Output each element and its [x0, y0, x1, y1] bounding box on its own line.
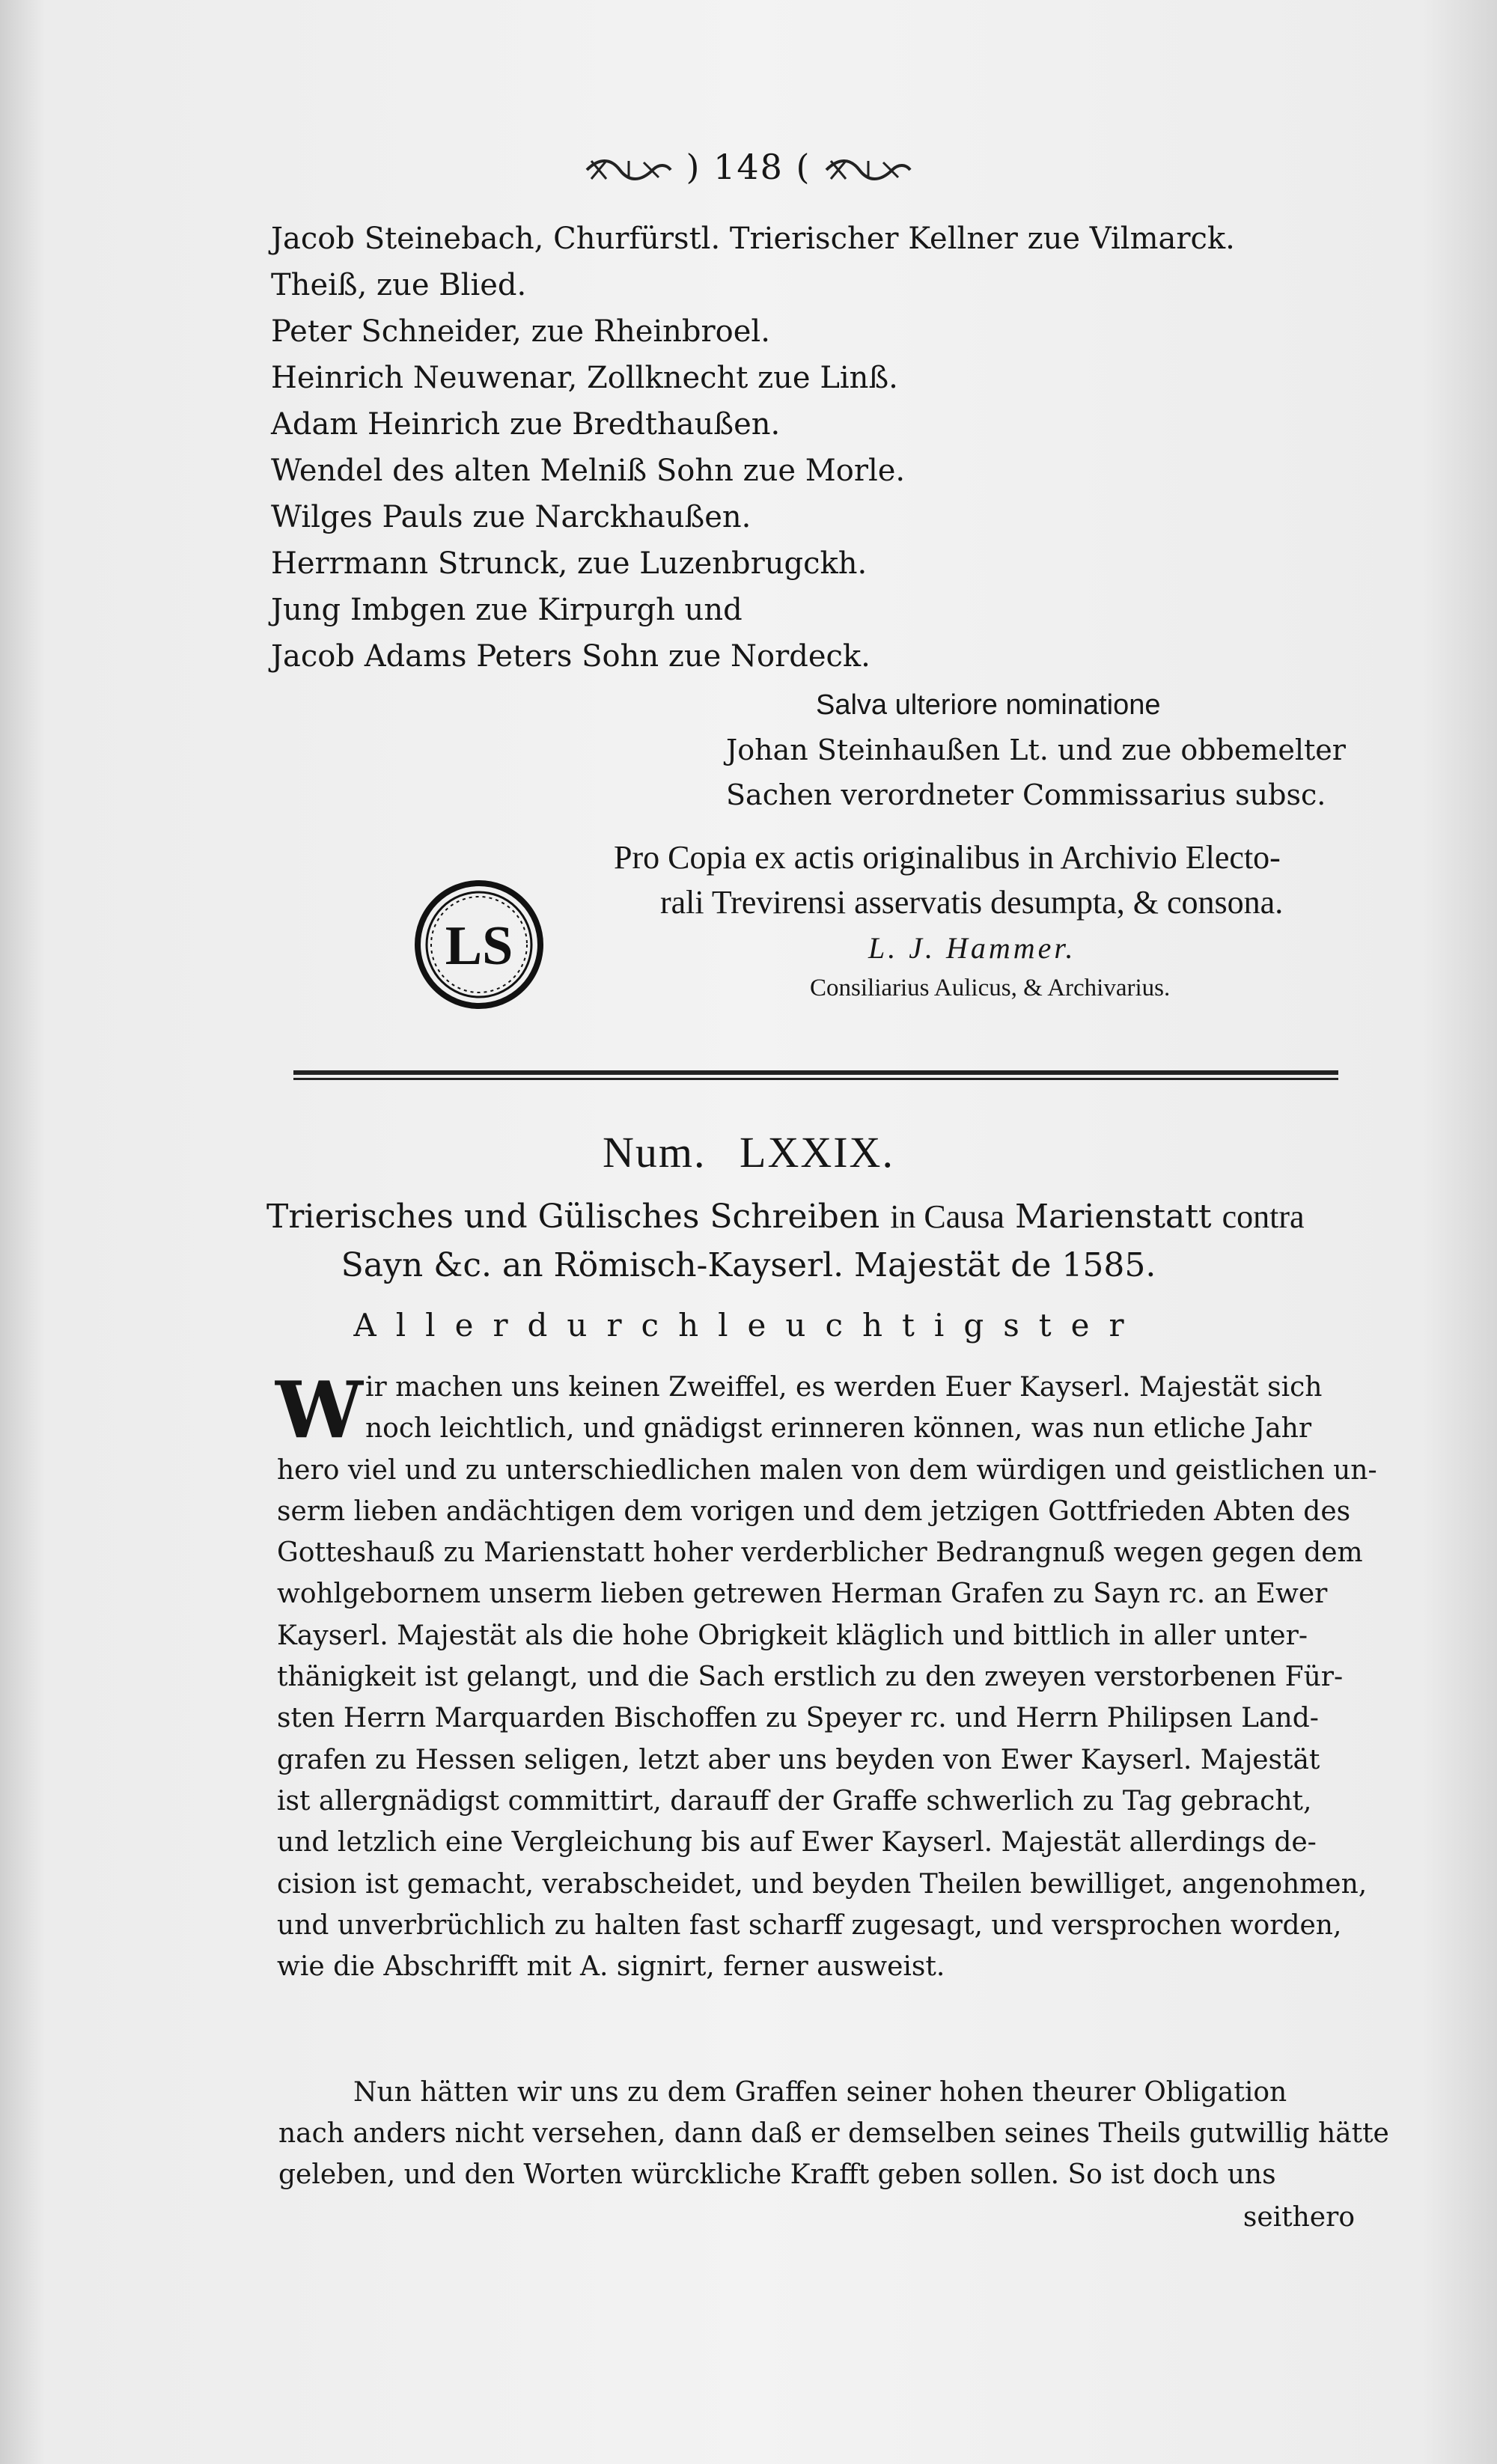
name-line: Peter Schneider, zue Rheinbroel. — [271, 314, 770, 349]
title-part: Sayn &c. — [341, 1246, 492, 1284]
name-line: Adam Heinrich zue Bredthaußen. — [271, 407, 781, 442]
catchword: seithero — [1243, 2202, 1355, 2233]
body-line: Gotteshauß zu Marienstatt hoher verderblicher Bedrangnuß wegen gegen dem — [277, 1537, 1363, 1569]
signature-block — [726, 683, 1400, 817]
salutation: Allerdurchleuchtigster — [353, 1307, 1144, 1344]
body-line: Kayserl. Majestät als die hohe Obrigkeit kläglich und bittlich in aller unter- — [277, 1620, 1308, 1651]
signature-line: Salva ulteriore nominatione — [816, 689, 1161, 721]
body-line: grafen zu Hessen seligen, letzt aber uns beyden von Ewer Kayserl. Majestät — [277, 1744, 1320, 1775]
body-line: cision ist gemacht, verabscheidet, und beyden Theilen bewilliget, angenohmen, — [277, 1868, 1368, 1900]
body-line: ir machen uns keinen Zweiffel, es werden Euer Kayserl. Majestät sich — [365, 1372, 1323, 1403]
num-roman: LXXIX. — [740, 1128, 894, 1177]
body-paragraph-2 — [278, 2072, 1401, 2195]
copy-line: Pro Copia ex actis originalibus in Archivio Electo- — [614, 839, 1281, 876]
title-part: contra — [1222, 1198, 1305, 1235]
archivist-role: Consiliarius Aulicus, & Archivarius. — [810, 975, 1171, 1001]
body-line: thänigkeit ist gelangt, und die Sach erstlich zu den zweyen verstorbenen Für- — [277, 1662, 1344, 1693]
body-line: ist allergnädigst committirt, darauff der Graffe schwerlich zu Tag gebracht, — [277, 1785, 1312, 1817]
copy-line: rali Trevirensi asservatis desumpta, & consona. — [660, 884, 1284, 921]
title-part: Trierisches und Gülisches Schreiben — [266, 1198, 880, 1236]
section-number — [0, 1127, 1497, 1177]
body-line: hero viel und zu unterschiedlichen malen von dem würdigen und geistlichen un- — [277, 1454, 1377, 1486]
names-list — [271, 216, 1394, 680]
seal-stamp — [413, 879, 545, 1010]
section-title-line — [0, 1242, 1497, 1289]
body-line: und letzlich eine Vergleichung bis auf Ewer Kayserl. Majestät allerdings de- — [277, 1827, 1317, 1858]
title-part: in Causa — [890, 1198, 1004, 1235]
title-part: an Römisch-Kayserl. Majestät — [502, 1246, 1001, 1284]
name-line: Theiß, zue Blied. — [271, 268, 527, 302]
section-divider — [293, 1070, 1338, 1082]
drop-cap: W — [275, 1364, 363, 1456]
seal-text: LS — [445, 915, 513, 977]
body-line: und unverbrüchlich zu halten fast scharff zugesagt, und versprochen worden, — [277, 1909, 1342, 1941]
body-line: serm lieben andächtigen dem vorigen und dem jetzigen Gottfrieden Abten des — [277, 1495, 1351, 1527]
ornament-right-icon — [823, 156, 913, 183]
name-line: Jacob Adams Peters Sohn zue Nordeck. — [271, 639, 871, 674]
name-line: Jung Imbgen zue Kirpurgh und — [271, 593, 743, 627]
title-part: Marienstatt — [1014, 1198, 1212, 1236]
body-line: wie die Abschrifft mit A. signirt, ferner ausweist. — [277, 1951, 945, 1983]
name-line: Wilges Pauls zue Narckhaußen. — [271, 500, 751, 534]
name-line: Wendel des alten Melniß Sohn zue Morle. — [271, 454, 906, 488]
signature-line: Johan Steinhaußen Lt. und zue obbemelter — [726, 734, 1346, 766]
body-line: Nun hätten wir uns zu dem Graffen seiner hohen theurer Obligation — [353, 2077, 1287, 2108]
body-line: nach anders nicht versehen, dann daß er demselben seines Theils gutwillig hätte — [278, 2118, 1389, 2149]
page-number: ) 148 ( — [686, 147, 811, 187]
body-line: sten Herrn Marquarden Bischoffen zu Speyer rc. und Herrn Philipsen Land- — [277, 1703, 1319, 1734]
page-header — [0, 147, 1497, 187]
archivist-name: L. J. Hammer. — [868, 931, 1076, 965]
name-line: Jacob Steinebach, Churfürstl. Trierischer Kellner zue Vilmarck. — [271, 222, 1235, 256]
num-label: Num. — [603, 1128, 707, 1177]
name-line: Heinrich Neuwenar, Zollknecht zue Linß. — [271, 361, 898, 395]
body-line: geleben, und den Worten würckliche Krafft geben sollen. So ist doch uns — [278, 2159, 1276, 2190]
signature-line: Sachen verordneter Commissarius subsc. — [726, 778, 1326, 811]
body-line: wohlgebornem unserm lieben getrewen Herman Grafen zu Sayn rc. an Ewer — [277, 1579, 1328, 1610]
body-paragraph — [275, 1364, 1392, 1987]
section-title-line — [266, 1194, 1404, 1240]
name-line: Herrmann Strunck, zue Luzenbrugckh. — [271, 546, 868, 581]
body-line: noch leichtlich, und gnädigst erinneren können, was nun etliche Jahr — [365, 1413, 1312, 1445]
copy-attestation — [614, 835, 1437, 1004]
ornament-left-icon — [584, 156, 674, 183]
title-part: de 1585. — [1010, 1246, 1156, 1284]
